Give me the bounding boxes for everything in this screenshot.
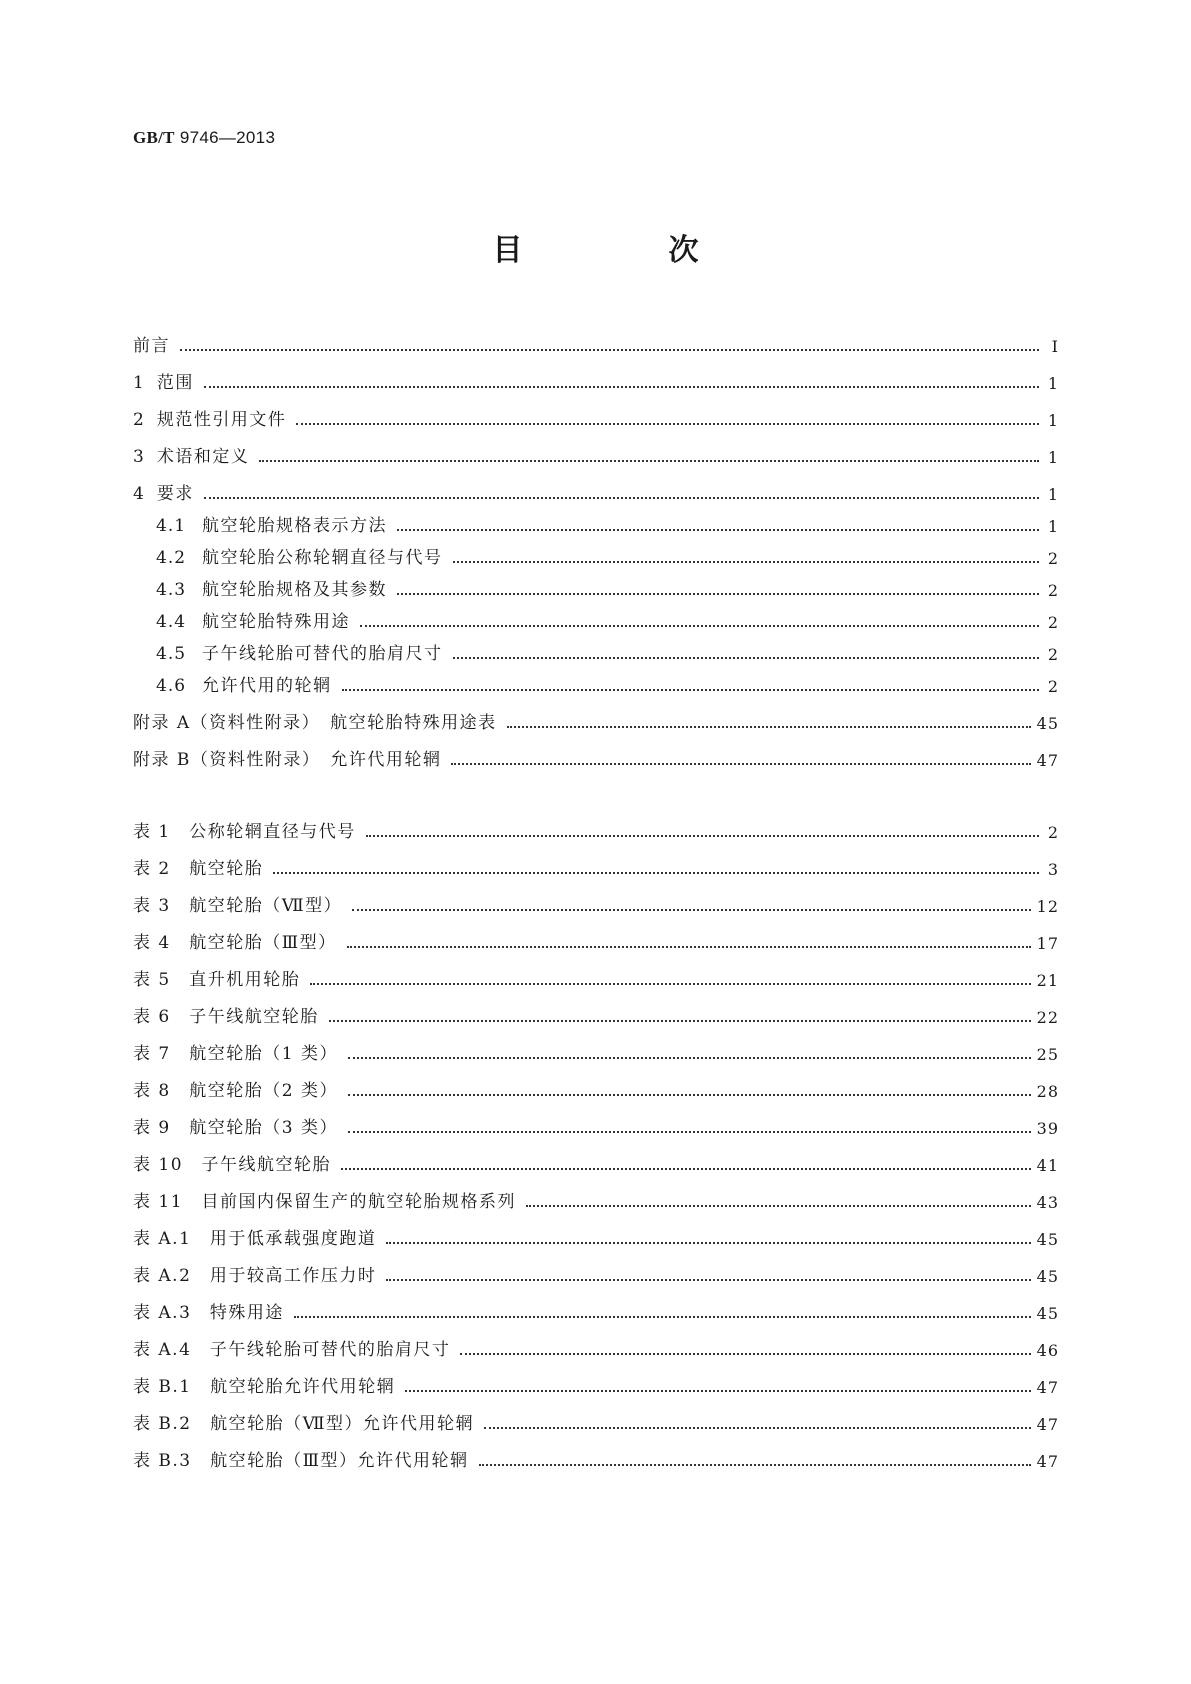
dot-leader — [348, 1093, 1031, 1096]
dot-leader — [273, 871, 1039, 874]
dot-leader — [405, 1389, 1031, 1392]
toc-entry-page: 2 — [1047, 581, 1059, 600]
dot-leader — [294, 1315, 1031, 1318]
toc-entry[interactable] — [133, 356, 1059, 393]
toc-entry-label: 规范性引用文件 — [156, 410, 287, 430]
toc-entry[interactable] — [133, 990, 1059, 1027]
toc-entry-number: 4 — [133, 484, 145, 504]
toc-entry-number: 4.1 — [156, 516, 187, 536]
toc-entry[interactable] — [133, 1212, 1059, 1249]
toc-entry[interactable] — [133, 632, 1059, 664]
toc-entry[interactable] — [133, 393, 1059, 430]
toc-entry-label: 航空轮胎规格及其参数 — [202, 580, 388, 600]
toc-entry-label: 表 8 航空轮胎（2 类） — [133, 1081, 338, 1101]
dot-leader — [397, 592, 1039, 595]
toc-entry-label: 表 4 航空轮胎（Ⅲ型） — [133, 933, 337, 953]
dot-leader — [342, 688, 1039, 691]
toc-entry[interactable] — [133, 1175, 1059, 1212]
dot-leader — [479, 1463, 1031, 1466]
dot-leader — [451, 762, 1030, 765]
dot-leader — [204, 385, 1039, 388]
toc-entry-page: 1 — [1047, 517, 1059, 536]
toc-entry-label: 表 B.3 航空轮胎（Ⅲ型）允许代用轮辋 — [133, 1451, 469, 1471]
tables-list — [133, 805, 1059, 1471]
toc-entry-page: 47 — [1036, 1452, 1059, 1471]
document-code — [133, 128, 275, 148]
toc-entry-label: 表 A.3 特殊用途 — [133, 1303, 284, 1323]
dot-leader — [341, 1167, 1031, 1170]
toc-entry-label: 术语和定义 — [156, 447, 250, 467]
toc-entry-label: 表 A.4 子午线轮胎可替代的胎肩尺寸 — [133, 1340, 451, 1360]
toc-entry-label: 表 9 航空轮胎（3 类） — [133, 1118, 338, 1138]
toc-entry-label: 表 A.1 用于低承载强度跑道 — [133, 1229, 377, 1249]
toc-entry-label: 子午线轮胎可替代的胎肩尺寸 — [202, 644, 443, 664]
dot-leader — [453, 560, 1039, 563]
dot-leader — [180, 348, 1039, 351]
toc-entry-number: 4.5 — [156, 644, 187, 664]
toc-entry[interactable] — [133, 805, 1059, 842]
toc-entry[interactable] — [133, 1064, 1059, 1101]
toc-entry[interactable] — [133, 1360, 1059, 1397]
toc-entry-number: 3 — [133, 447, 145, 467]
toc-entry-label: 航空轮胎特殊用途 — [202, 612, 351, 632]
toc-entry-label: 表 2 航空轮胎 — [133, 859, 264, 879]
dot-leader — [347, 945, 1031, 948]
toc-entry-page: 46 — [1036, 1341, 1059, 1360]
toc-entry-page: 39 — [1036, 1119, 1059, 1138]
toc-entry[interactable] — [133, 1027, 1059, 1064]
toc-entry-page: 43 — [1036, 1193, 1059, 1212]
toc-gap — [133, 770, 1059, 805]
toc-entry-label: 表 B.1 航空轮胎允许代用轮辋 — [133, 1377, 396, 1397]
dot-leader — [296, 422, 1039, 425]
toc-title: 目 次 — [492, 233, 757, 268]
toc-entry[interactable] — [133, 326, 1059, 356]
dot-leader — [386, 1241, 1030, 1244]
toc-entry[interactable] — [133, 1101, 1059, 1138]
toc-entry-page: 1 — [1047, 411, 1059, 430]
toc-entry-number: 1 — [133, 373, 145, 393]
toc-entry-label: 表 10 子午线航空轮胎 — [133, 1155, 332, 1175]
toc-entry-page: 45 — [1036, 1230, 1059, 1249]
dot-leader — [507, 725, 1031, 728]
toc-entry-page: 25 — [1036, 1045, 1059, 1064]
toc-entry-page: 45 — [1036, 1304, 1059, 1323]
toc-entry-number: 4.4 — [156, 612, 187, 632]
toc-entry-page: 2 — [1047, 613, 1059, 632]
toc-entry[interactable] — [133, 879, 1059, 916]
toc-entry-page: 2 — [1047, 549, 1059, 568]
toc-entry[interactable] — [133, 600, 1059, 632]
dot-leader — [310, 982, 1030, 985]
toc-entry-label: 表 3 航空轮胎（Ⅶ型） — [133, 896, 343, 916]
toc-entry-label: 允许代用的轮辋 — [202, 676, 332, 696]
toc-entry-page: 45 — [1036, 1267, 1059, 1286]
toc-entry-label: 附录 B（资料性附录） 允许代用轮辋 — [133, 750, 442, 770]
toc-entry[interactable] — [133, 1434, 1059, 1471]
toc-entry-number: 4.2 — [156, 548, 187, 568]
toc-entry-page: Ⅰ — [1051, 337, 1059, 356]
toc-entry[interactable] — [133, 1286, 1059, 1323]
toc-entry[interactable] — [133, 430, 1059, 467]
toc-entry-label: 表 5 直升机用轮胎 — [133, 970, 301, 990]
toc-entry-page: 17 — [1036, 934, 1059, 953]
toc-entry-number: 4.6 — [156, 676, 187, 696]
toc-entry-label: 表 A.2 用于较高工作压力时 — [133, 1266, 377, 1286]
dot-leader — [352, 908, 1030, 911]
toc-entry-page: 22 — [1036, 1008, 1059, 1027]
toc-entry-label: 航空轮胎规格表示方法 — [202, 516, 388, 536]
sections-list — [133, 326, 1059, 770]
toc-entry-page: 41 — [1036, 1156, 1059, 1175]
toc-entry-label: 航空轮胎公称轮辋直径与代号 — [202, 548, 443, 568]
dot-leader — [259, 459, 1039, 462]
toc-entry-label: 表 6 子午线航空轮胎 — [133, 1007, 319, 1027]
toc-entry-label: 表 1 公称轮辋直径与代号 — [133, 822, 356, 842]
toc-entry-page: 1 — [1047, 485, 1059, 504]
toc-entry[interactable] — [133, 696, 1059, 733]
dot-leader — [526, 1204, 1031, 1207]
toc-entry-page: 1 — [1047, 448, 1059, 467]
document-code-number: 9746—2013 — [179, 128, 276, 147]
dot-leader — [360, 624, 1039, 627]
toc-entry[interactable] — [133, 733, 1059, 770]
toc-entry-page: 3 — [1047, 860, 1059, 879]
dot-leader — [460, 1352, 1030, 1355]
toc-entry[interactable] — [133, 568, 1059, 600]
toc-entry[interactable] — [133, 664, 1059, 696]
toc-entry-number: 2 — [133, 410, 145, 430]
toc-entry[interactable] — [133, 953, 1059, 990]
toc-entry[interactable] — [133, 916, 1059, 953]
toc-entry-page: 2 — [1047, 677, 1059, 696]
toc-entry-page: 47 — [1036, 1378, 1059, 1397]
toc-entry-label: 表 11 目前国内保留生产的航空轮胎规格系列 — [133, 1192, 517, 1212]
toc-entry-page: 12 — [1036, 897, 1059, 916]
table-of-contents — [133, 326, 1059, 1471]
toc-entry-label: 前言 — [133, 336, 170, 356]
toc-entry[interactable] — [133, 1138, 1059, 1175]
toc-entry-page: 47 — [1036, 751, 1059, 770]
toc-entry-label: 附录 A（资料性附录） 航空轮胎特殊用途表 — [133, 713, 497, 733]
toc-entry-page: 45 — [1036, 714, 1059, 733]
toc-entry[interactable] — [133, 467, 1059, 504]
dot-leader — [484, 1426, 1031, 1429]
dot-leader — [386, 1278, 1030, 1281]
toc-entry-label: 表 B.2 航空轮胎（Ⅶ型）允许代用轮辋 — [133, 1414, 475, 1434]
toc-entry-page: 2 — [1047, 645, 1059, 664]
toc-entry-label: 表 7 航空轮胎（1 类） — [133, 1044, 338, 1064]
toc-entry-number: 4.3 — [156, 580, 187, 600]
toc-entry-label: 要求 — [156, 484, 194, 504]
dot-leader — [329, 1019, 1031, 1022]
dot-leader — [204, 496, 1039, 499]
toc-entry-label: 范围 — [156, 373, 194, 393]
toc-entry-page: 2 — [1047, 823, 1059, 842]
toc-entry-page: 28 — [1036, 1082, 1059, 1101]
toc-entry[interactable] — [133, 1323, 1059, 1360]
dot-leader — [348, 1056, 1031, 1059]
dot-leader — [348, 1130, 1031, 1133]
toc-entry-page: 1 — [1047, 374, 1059, 393]
dot-leader — [397, 528, 1039, 531]
toc-entry-page: 21 — [1036, 971, 1059, 990]
toc-entry-page: 47 — [1036, 1415, 1059, 1434]
dot-leader — [366, 834, 1039, 837]
toc-entry[interactable] — [133, 504, 1059, 536]
dot-leader — [453, 656, 1039, 659]
toc-entry[interactable] — [133, 1249, 1059, 1286]
document-code-prefix: GB/T — [133, 128, 175, 147]
toc-entry[interactable] — [133, 842, 1059, 879]
toc-entry[interactable] — [133, 1397, 1059, 1434]
toc-entry[interactable] — [133, 536, 1059, 568]
